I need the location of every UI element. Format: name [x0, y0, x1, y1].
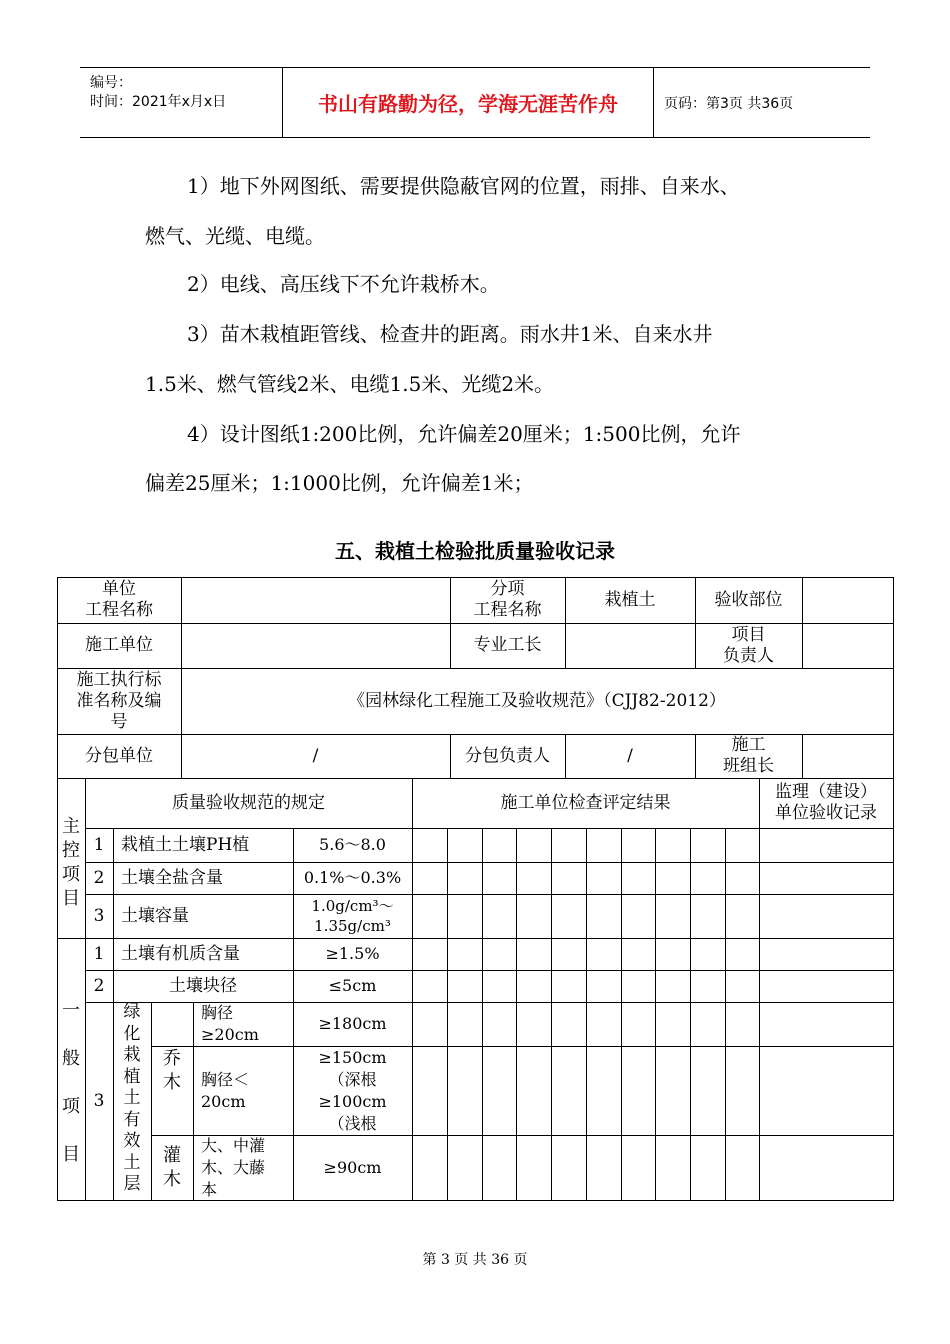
- paragraph-3-cont: 1.5米、燃气管线2米、电缆1.5米、光缆2米。: [145, 372, 555, 396]
- general-item-1-name: 土壤有机质含量: [121, 943, 240, 964]
- tree-row-1-value: ≥180cm: [318, 1014, 387, 1033]
- project-manager-label: 项目 负责人: [723, 624, 774, 666]
- paragraph-4: 4）设计图纸1:200比例，允许偏差20厘米；1:500比例，允许: [187, 422, 741, 446]
- page-footer: 第 3 页 共 36 页: [422, 1252, 528, 1268]
- header-meta: [80, 68, 283, 137]
- general-item-2-value: ≤5cm: [328, 976, 377, 995]
- standard-label: 施工执行标 准名称及编 号: [76, 669, 162, 732]
- page-header: [80, 67, 870, 138]
- paragraph-2: 2）电线、高压线下不允许栽桥木。: [187, 272, 500, 296]
- number-label: 编号：: [90, 75, 132, 91]
- inspection-record-table: [57, 577, 894, 1201]
- subcontractor-manager-value: /: [627, 745, 633, 766]
- paragraph-4-cont: 偏差25厘米；1:1000比例，允许偏差1米；: [145, 471, 534, 495]
- main-item-1-value: 5.6～8.0: [319, 835, 386, 854]
- header-page-label: 页码：第3页 共36页: [664, 95, 794, 112]
- spec-header: 质量验收规范的规定: [172, 792, 325, 813]
- result-header: 施工单位检查评定结果: [500, 792, 671, 813]
- supervision-header: 监理（建设） 单位验收记录: [775, 782, 877, 823]
- main-item-2-no: 2: [93, 867, 105, 888]
- main-item-3-no: 3: [93, 905, 105, 926]
- main-item-3-value: 1.0g/cm³～ 1.35g/cm³: [311, 897, 394, 935]
- section-title: 五、栽植土检验批质量验收记录: [335, 539, 615, 563]
- subcontractor-label: 分包单位: [85, 745, 153, 766]
- subcontractor-value: /: [312, 745, 319, 766]
- general-item-1-value: ≥1.5%: [325, 944, 380, 963]
- general-item-3-name: 绿 化 栽 植 土 有 效 土 层: [123, 1002, 141, 1194]
- inspection-part-label: 验收部位: [714, 589, 783, 610]
- team-leader-label: 施工 班组长: [723, 735, 774, 776]
- unit-project-name-label: 单位 工程名称: [85, 579, 153, 620]
- tree-row-2-cond: 胸径＜ 20cm: [201, 1069, 250, 1111]
- sub-project-value: 栽植土: [604, 589, 656, 610]
- main-control-label: 主 控 项 目: [62, 816, 80, 909]
- time-label: 时间：2021年x月x日: [90, 94, 227, 110]
- standard-value: 《园林绿化工程施工及验收规范》（CJJ82-2012）: [348, 690, 726, 711]
- tree-label: 乔 木: [163, 1048, 181, 1093]
- paragraph-1: 1）地下外网图纸、需要提供隐蔽官网的位置，雨排、自来水、: [187, 174, 740, 198]
- shrub-value: ≥90cm: [323, 1157, 382, 1177]
- shrub-cond: 大、中灌 木、大藤 本: [201, 1135, 266, 1199]
- construction-unit-label: 施工单位: [85, 635, 153, 655]
- main-item-1-name: 栽植土土壤PH植: [121, 834, 250, 855]
- main-item-3-name: 土壤容量: [121, 905, 189, 926]
- general-item-2-name: 土壤块径: [169, 975, 237, 996]
- general-item-2-no: 2: [93, 975, 105, 996]
- paragraph-1-cont: 燃气、光缆、电缆。: [145, 224, 325, 248]
- tree-row-1-cond: 胸径 ≥20cm: [201, 1003, 259, 1044]
- tree-row-2-value: ≥150cm （深根 ≥100cm （浅根: [318, 1047, 387, 1133]
- main-item-1-no: 1: [93, 834, 105, 855]
- main-item-2-name: 土壤全盐含量: [121, 867, 223, 888]
- sub-project-name-label: 分项 工程名称: [473, 579, 542, 620]
- shrub-label: 灌 木: [163, 1145, 181, 1190]
- main-item-2-value: 0.1%～0.3%: [303, 868, 402, 887]
- general-item-1-no: 1: [93, 943, 105, 964]
- header-motto: 书山有路勤为径，学海无涯苦作舟: [283, 68, 654, 137]
- paragraph-3: 3）苗木栽植距管线、检查井的距离。雨水井1米、自来水井: [187, 322, 713, 346]
- general-item-3-no: 3: [93, 1091, 105, 1111]
- subcontractor-manager-label: 分包负责人: [465, 745, 550, 766]
- general-items-label: 一 般 项 目: [62, 1000, 80, 1165]
- professional-foreman-label: 专业工长: [473, 635, 542, 655]
